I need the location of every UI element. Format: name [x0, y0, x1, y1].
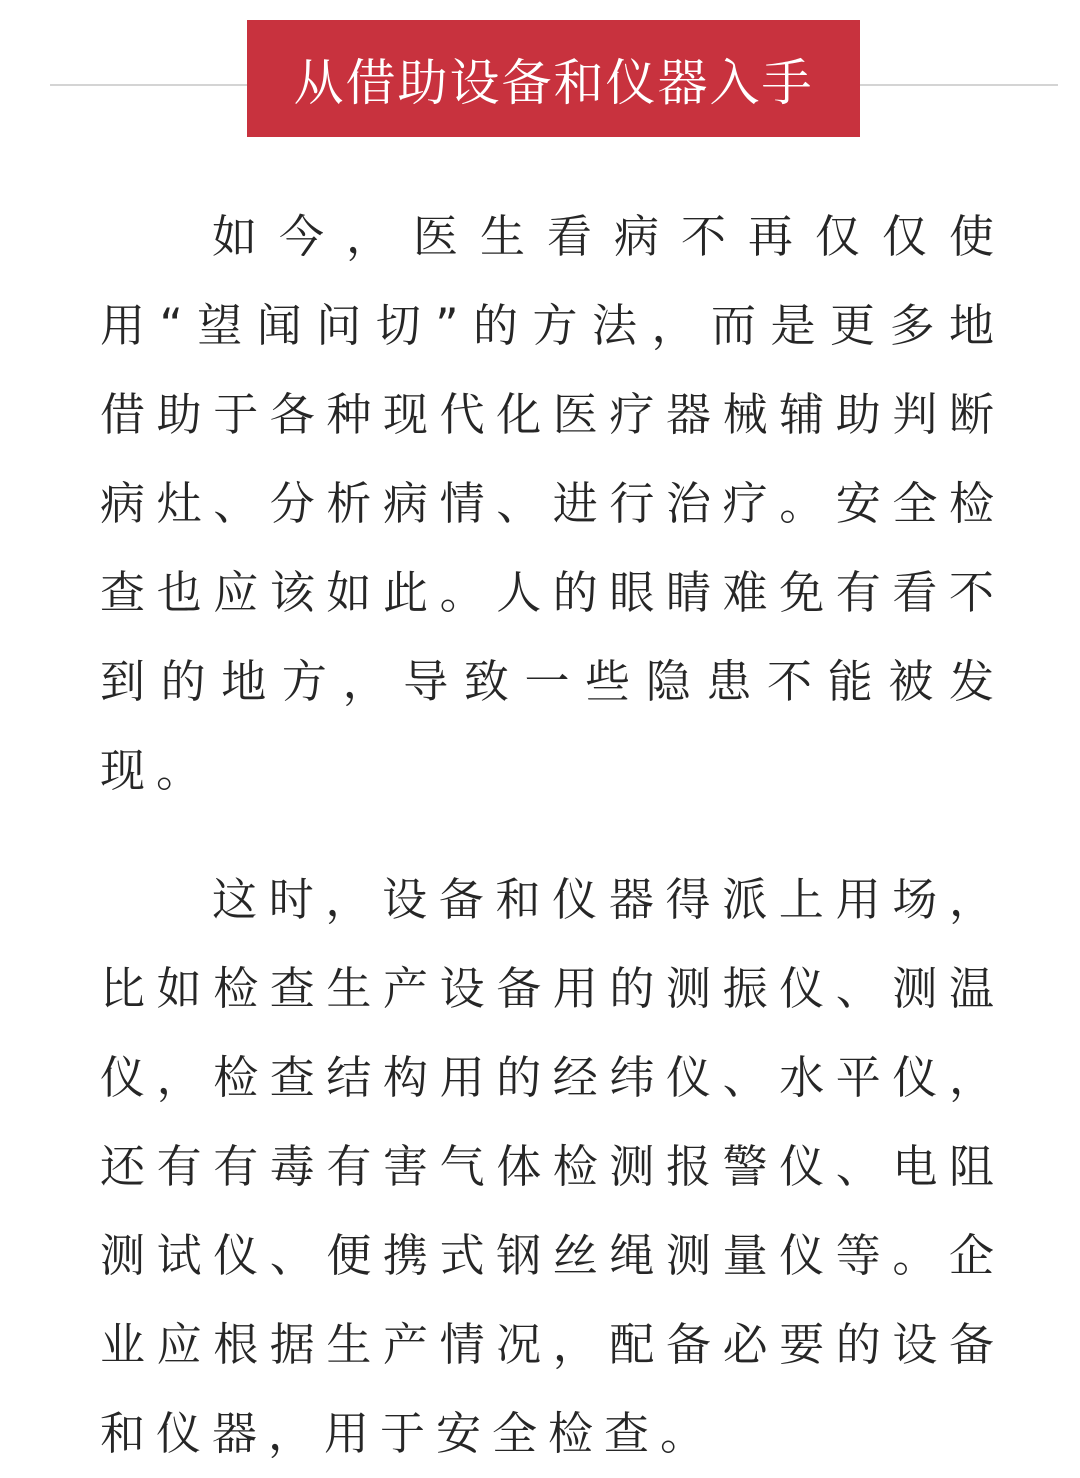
paragraph-1: 如今，医生看病不再仅仅使用“望闻问切”的方法，而是更多地借助于各种现代化医疗器械辅助判断病灶、分析病情、进行治疗。安全检查也应该如此。人的眼睛难免有看不到的地方，导致一些隐患不能被发现。: [100, 210, 1005, 797]
header-divider-left: [50, 84, 247, 86]
section-header: [0, 0, 1080, 150]
section-title-banner: [247, 20, 860, 137]
header-divider-right: [860, 84, 1058, 86]
section-title: 从借助设备和仪器入手: [293, 53, 814, 112]
paragraph-2: 这时，设备和仪器得派上用场，比如检查生产设备用的测振仪、测温仪，检查结构用的经纬仪、水平仪，还有有毒有害气体检测报警仪、电阻测试仪、便携式钢丝绳测量仪等。企业应根据生产情况，配备必要的设备和仪器，用于安全检查。: [100, 873, 1005, 1460]
article-body: [100, 192, 1005, 1478]
